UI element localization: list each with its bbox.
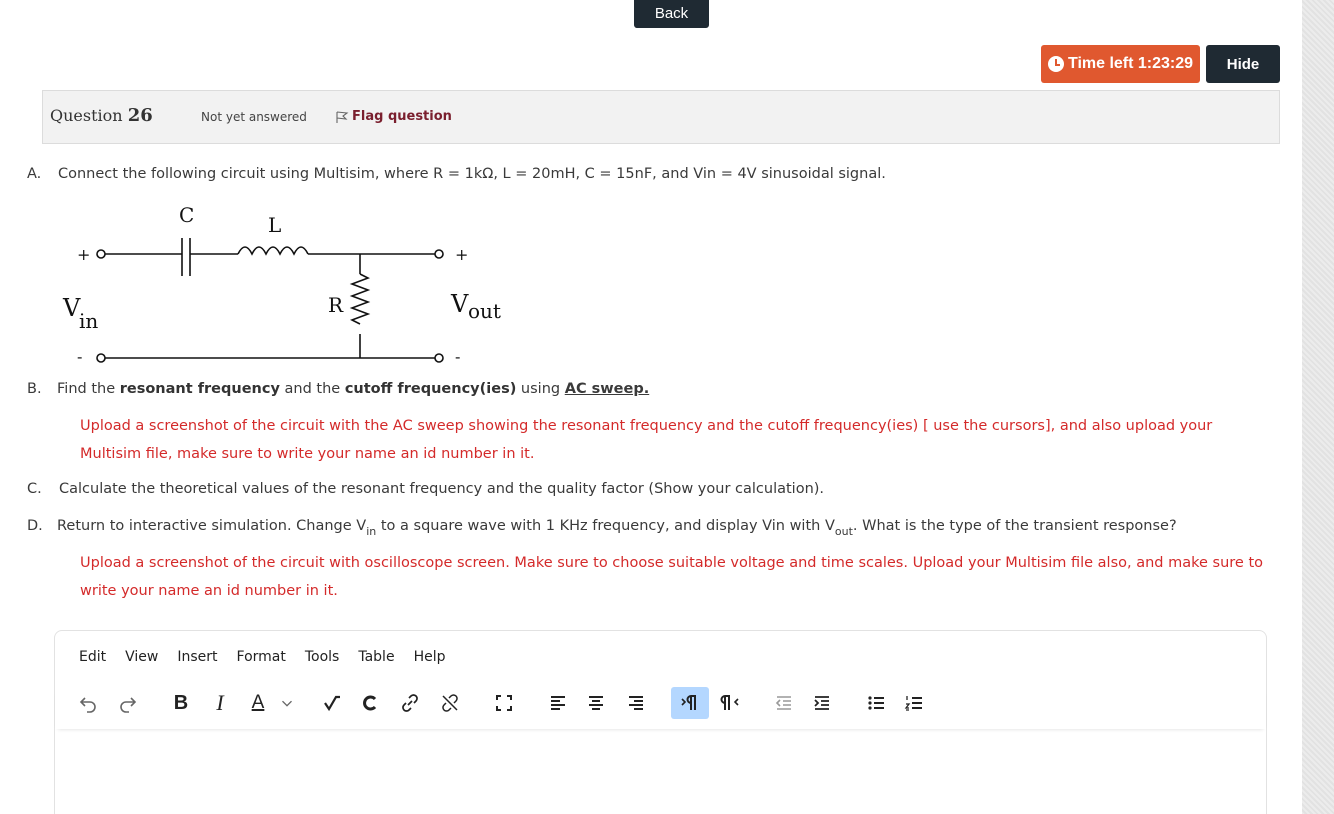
part-a-text: Connect the following circuit using Multisim, where R = 1kΩ, L = 20mH, C = 15nF, and Vin = 4V sinusoidal signal. [58,166,886,182]
timer-label: Time left 1:23:29 [1067,55,1194,72]
part-d-sub-in: in [366,525,377,538]
label-vout-v: V [451,290,469,318]
chemistry-icon[interactable] [357,687,383,719]
editor-toolbar [55,687,1266,729]
part-b-instructions: Upload a screenshot of the circuit with the AC sweep showing the resonant frequency and the cutoff frequency(ies) [ use the cursors], and also upload your Multisim file, make sure to write your name an id number in it. [80,418,1213,462]
label-plus-left: + [77,245,91,264]
part-b-marker: B. [27,381,42,397]
chevron-down-icon[interactable] [278,687,296,719]
part-b-mid: and the [279,381,345,397]
part-b-resonant: resonant frequency [119,381,280,397]
answer-editor[interactable] [54,630,1267,814]
menu-tools[interactable]: Tools [304,649,340,665]
numbered-list-icon[interactable] [901,687,927,719]
menu-format[interactable]: Format [236,649,286,665]
part-d-pre: Return to interactive simulation. Change V [57,518,367,534]
label-l: L [268,213,282,237]
bullet-list-icon[interactable] [863,687,889,719]
part-d-post: . What is the type of the transient response? [852,518,1177,534]
outdent-icon[interactable] [771,687,797,719]
unlink-icon[interactable] [437,687,463,719]
menu-table[interactable]: Table [358,649,395,665]
label-r: R [328,293,344,317]
vin-plus-terminal [97,250,105,258]
part-b-pre: Find the [57,381,120,397]
inductor-coil [238,247,308,254]
part-d-sub-out: out [834,525,853,538]
menu-help[interactable]: Help [413,649,446,665]
question-number-value: 26 [127,105,153,126]
rtl-direction-icon[interactable] [717,687,743,719]
bold-button[interactable]: B [173,691,189,714]
label-minus-right: - [455,347,461,366]
undo-icon[interactable] [75,687,101,719]
equation-icon[interactable] [319,687,345,719]
part-d-marker: D. [27,518,43,534]
align-right-icon[interactable] [623,687,649,719]
page-scroll-gutter [1302,0,1334,814]
label-vout-sub: out [468,299,501,323]
link-icon[interactable] [397,687,423,719]
flag-question-label: Flag question [352,108,452,124]
label-plus-right: + [455,245,469,264]
part-b-text [57,381,649,397]
question-number [50,105,153,126]
part-c-marker: C. [27,481,42,497]
part-d-text [57,518,1177,538]
label-vin-v: V [63,294,81,322]
label-minus-left: - [77,347,83,366]
redo-icon[interactable] [115,687,141,719]
indent-icon[interactable] [809,687,835,719]
vout-plus-terminal [435,250,443,258]
part-c-text: Calculate the theoretical values of the resonant frequency and the quality factor (Show your calculation). [59,481,825,497]
editor-menubar [79,649,464,665]
part-b-ac-sweep: AC sweep. [564,381,650,397]
back-button[interactable]: Back [634,0,709,28]
part-b-cutoff: cutoff frequency(ies) [344,381,517,397]
menu-insert[interactable]: Insert [177,649,218,665]
align-center-icon[interactable] [583,687,609,719]
question-info-bar [42,90,1280,144]
vin-minus-terminal [97,354,105,362]
hide-timer-button[interactable]: Hide [1206,45,1280,83]
flag-icon [335,108,349,124]
label-c: C [179,203,195,227]
text-color-button[interactable]: A [251,692,265,713]
label-vin-sub: in [79,309,99,333]
menu-view[interactable]: View [125,649,159,665]
part-a-marker: A. [27,166,42,182]
resistor-zigzag [352,274,368,324]
vout-minus-terminal [435,354,443,362]
fullscreen-icon[interactable] [491,687,517,719]
question-state: Not yet answered [201,110,307,124]
timer-badge [1041,45,1200,83]
flag-question-link[interactable] [335,108,452,124]
align-left-icon[interactable] [545,687,571,719]
clock-icon [1048,56,1064,72]
question-label: Question [50,106,123,125]
circuit-diagram [55,200,505,370]
italic-button[interactable]: I [216,690,224,715]
ltr-direction-icon[interactable] [671,687,709,719]
menu-edit[interactable]: Edit [79,649,107,665]
part-d-mid: to a square wave with 1 KHz frequency, and display Vin with V [376,518,835,534]
part-d-instructions: Upload a screenshot of the circuit with oscilloscope screen. Make sure to choose suitable voltage and time scales. Upload your Multisim file also, and make sure to write your name an id number in it. [80,555,1264,599]
part-b-mid2: using [516,381,565,397]
